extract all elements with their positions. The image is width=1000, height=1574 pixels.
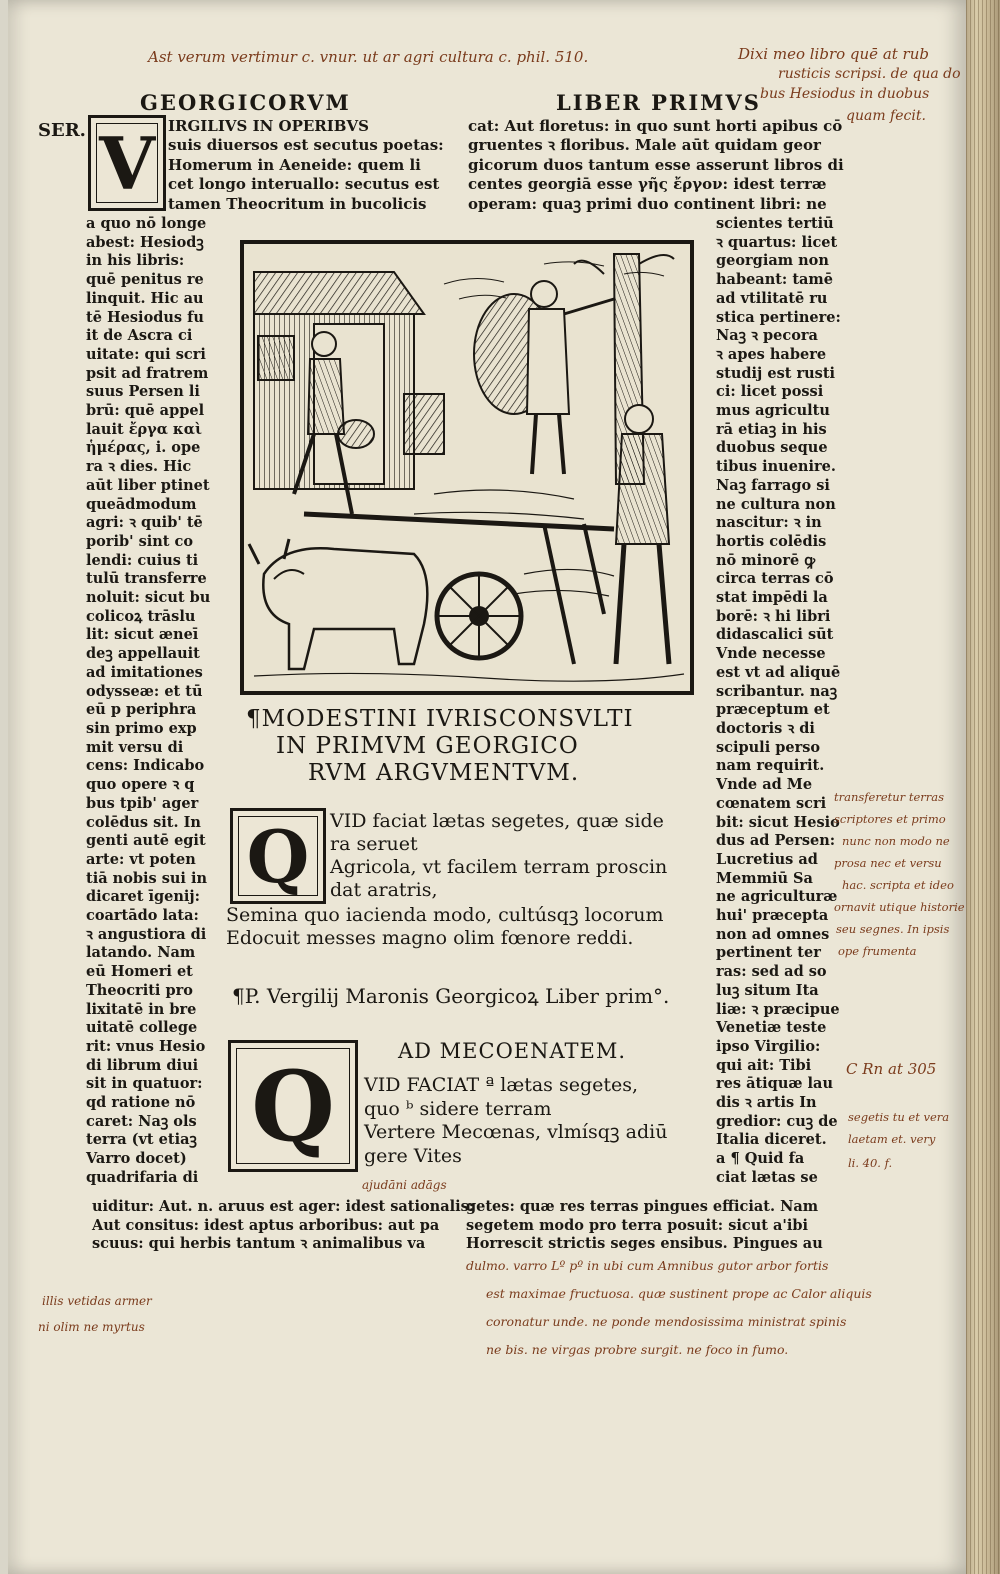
verse-line: ra seruet <box>330 833 418 855</box>
intro-right-block <box>468 117 844 214</box>
decorated-initial-v <box>88 115 166 211</box>
left-line: caret: Naꝫ ols <box>86 1112 197 1130</box>
right-line: bit: sicut Hesio <box>716 813 840 831</box>
right-line: Vnde necesse <box>716 645 826 663</box>
left-line: di librum diui <box>86 1056 199 1074</box>
right-line: ci: licet possi <box>716 383 824 401</box>
right-line: non ad omnes <box>716 925 830 943</box>
argument-verse-bottom <box>226 904 664 950</box>
right-commentary-column <box>716 215 841 1188</box>
left-line: ra ꝛ dies. Hic <box>86 458 192 476</box>
annotation-top-right-2: rusticis scripsi. de qua do <box>778 66 961 82</box>
intro-line: IRGILIVS IN OPERIBVS <box>168 117 369 135</box>
left-line: ad imitationes <box>86 663 203 681</box>
woodcut-illustration <box>240 240 694 695</box>
decorated-initial-q-argument <box>230 808 326 904</box>
right-line: præceptum et <box>716 701 830 719</box>
right-line: stat impēdi la <box>716 589 828 607</box>
left-line: tē Hesiodus fu <box>86 308 204 326</box>
bottom-line: Aut consitus: idest aptus arboribus: aut pa <box>92 1216 440 1234</box>
annotation-margin-9: segetis tu et vera <box>848 1110 950 1124</box>
right-line: ne cultura non <box>716 495 836 513</box>
left-line: uitate: qui scri <box>86 345 206 363</box>
left-line: colēdus sit. In <box>86 813 201 831</box>
annotation-crn-ref: C Rn at 305 <box>846 1060 937 1078</box>
verse-line: Agricola, vt facilem terram proscin <box>330 856 668 878</box>
right-line: studij est rusti <box>716 364 836 382</box>
right-line: Vnde ad Me <box>716 776 813 794</box>
right-line: rā etiaꝫ in his <box>716 420 827 438</box>
argument-title-2: IN PRIMVM GEORGICO <box>276 733 579 759</box>
margin-label: SER. <box>38 120 86 141</box>
intro-line: cet longo interuallo: secutus est <box>168 175 440 194</box>
left-line: deꝫ appellauit <box>86 645 200 663</box>
left-line: eū p periphra <box>86 701 197 719</box>
poem-line: gere Vites <box>364 1144 462 1167</box>
right-line: nam requirit. <box>716 757 825 775</box>
left-line: in his libris: <box>86 252 185 270</box>
poem-line: Vertere Mecœnas, vlmísqꝫ adiū <box>364 1121 668 1143</box>
left-line: bus tpib' ager <box>86 794 199 812</box>
left-line: genti autē egit <box>86 832 206 850</box>
page-fore-edge <box>966 0 1000 1574</box>
right-line: Memmiū Sa <box>716 869 813 887</box>
left-line: brū: quē appel <box>86 402 205 420</box>
right-line: pertinent ter <box>716 944 821 962</box>
left-line: quē penitus re <box>86 271 204 289</box>
left-line: it de Ascra ci <box>86 327 193 345</box>
left-line: mit versu di <box>86 738 184 756</box>
right-line: est vt ad aliquē <box>716 663 841 681</box>
left-line: suus Persen li <box>86 383 200 401</box>
right-line: ad vtilitatē ru <box>716 289 828 307</box>
verse-line: Edocuit messes magno olim fœnore reddi. <box>226 927 634 949</box>
right-line: luꝫ situm Ita <box>716 981 819 999</box>
left-line: a quo nō longe <box>86 215 207 232</box>
initial-letter: V <box>99 120 155 206</box>
left-line: tulū transferre <box>86 570 207 588</box>
left-line: quadrifaria di <box>86 1168 199 1186</box>
left-line: cens: Indicabo <box>86 757 205 775</box>
annotation-margin-3: nunc non modo ne <box>842 834 950 848</box>
left-line: lendi: cuius ti <box>86 551 199 569</box>
annotation-bottom-4: ne bis. ne virgas probre surgit. ne foco in fumo. <box>486 1342 789 1357</box>
left-line: odysseæ: et tū <box>86 682 203 700</box>
left-line: queādmodum <box>86 495 197 513</box>
annotation-margin-7: seu segnes. In ipsis <box>836 922 950 936</box>
bottom-line: Horrescit strictis seges ensibus. Pingues au <box>466 1235 823 1252</box>
left-line: dicaret īgenij: <box>86 888 201 906</box>
verse-line: VID faciat lætas segetes, quæ side <box>330 810 664 832</box>
bottom-line: segetem modo pro terra posuit: sicut a'ibi <box>466 1216 808 1234</box>
intro-right-line: operam: quaꝫ primi duo continent libri: ne <box>468 194 827 213</box>
left-line: sin primo exp <box>86 719 197 737</box>
left-line: lauit ἔργα καὶ <box>86 420 202 438</box>
intro-right-line: cat: Aut floretus: in quo sunt horti apibus cō <box>468 117 843 135</box>
left-line: uitatē college <box>86 1019 198 1037</box>
verse-line: Semina quo iacienda modo, cultúsqꝫ locorum <box>226 904 664 926</box>
bottom-line: getes: quæ res terras pingues efficiat. Nam <box>466 1198 819 1215</box>
poem-line: VID FACIAT ª lætas segetes, <box>364 1074 639 1096</box>
left-line: lixitatē in bre <box>86 1000 197 1018</box>
left-line: terra (vt etiaꝫ <box>86 1131 197 1149</box>
annotation-margin-5: hac. scripta et ideo <box>842 878 954 892</box>
left-line: eū Homeri et <box>86 963 193 981</box>
annotation-under-poem: ajudāni adāgs <box>362 1178 447 1192</box>
annotation-top-line: Ast verum vertimur c. vnur. ut ar agri cultura c. phil. 510. <box>148 48 589 66</box>
bottom-line: uiditur: Aut. n. aruus est ager: idest sationalis: <box>92 1198 475 1215</box>
argument-verse-top <box>330 810 667 902</box>
annotation-margin-2: scriptores et primo <box>834 812 946 826</box>
left-line: coartādo lata: <box>86 907 199 925</box>
running-head-right: LIBER PRIMVS <box>556 90 761 115</box>
intro-line: suis diuersos est secutus poetas: <box>168 136 444 155</box>
argument-title-1: ¶MODESTINI IVRISCONSVLTI <box>246 706 634 732</box>
left-line: qd ratione nō <box>86 1094 196 1112</box>
annotation-top-right-4: quam fecit. <box>846 108 926 124</box>
bottom-left-text <box>92 1198 474 1254</box>
poem-line: quo ᵇ sidere terram <box>364 1097 552 1120</box>
annotation-margin-10: laetam et. very <box>848 1132 936 1146</box>
annotation-bottom-3: coronatur unde. ne ponde mendosissima ministrat spinis <box>486 1314 847 1329</box>
right-line: stica pertinere: <box>716 308 841 326</box>
intro-right-line: gicorum duos tantum esse asserunt libros di <box>468 155 844 174</box>
left-line: porib' sint co <box>86 532 194 550</box>
left-line: lit: sicut æneī <box>86 626 199 644</box>
left-line: ἡμέρας, i. ope <box>86 439 201 457</box>
right-line: Naꝫ farrago si <box>716 476 830 494</box>
right-line: dus ad Persen: <box>716 832 836 850</box>
right-line: scientes tertiū <box>716 215 834 232</box>
right-line: ne agriculturæ <box>716 888 838 906</box>
right-line: nascitur: ꝛ in <box>716 514 822 532</box>
dedication: AD MECOENATEM. <box>398 1039 627 1063</box>
left-line: noluit: sicut bu <box>86 589 211 607</box>
left-line: abest: Hesiodꝫ <box>86 233 204 251</box>
right-line: ipso Virgilio: <box>716 1037 821 1055</box>
right-line: habeant: tamē <box>716 271 833 289</box>
right-line: didascalici sūt <box>716 626 834 644</box>
intro-line: Homerum in Aeneide: quem li <box>168 155 421 174</box>
annotation-margin-6: ornavit utique historie <box>834 900 965 914</box>
left-line: aūt liber ptinet <box>86 476 210 494</box>
right-line: a ¶ Quid fa <box>716 1150 805 1168</box>
annotation-bottom-left-1: illis vetidas armer <box>42 1294 152 1308</box>
left-line: rit: vnus Hesio <box>86 1037 206 1055</box>
annotation-bottom-1: dulmo. varro Lº pº in ubi cum Amnibus gutor arbor fortis <box>466 1258 829 1273</box>
bottom-right-text <box>466 1198 823 1254</box>
right-line: scribantur. naꝫ <box>716 682 838 700</box>
right-line: cœnatem scri <box>716 794 827 812</box>
right-line: mus agricultu <box>716 402 830 420</box>
right-line: Lucretius ad <box>716 850 818 868</box>
bottom-line: scuus: qui herbis tantum ꝛ animalibus va <box>92 1235 426 1252</box>
argument-title-3: RVM ARGVMENTVM. <box>308 760 580 786</box>
right-line: nō minorē ꝙ <box>716 551 816 569</box>
left-line: quo opere ꝛ q <box>86 776 195 794</box>
right-line: liæ: ꝛ præcipue <box>716 1000 840 1018</box>
intro-block <box>168 117 444 214</box>
left-line: psit ad fratrem <box>86 364 209 382</box>
intro-line: tamen Theocritum in bucolicis <box>168 194 427 213</box>
annotation-bottom-left-2: ni olim ne myrtus <box>38 1320 145 1334</box>
right-line: dis ꝛ artis In <box>716 1094 817 1112</box>
initial-letter: Q <box>251 1049 335 1163</box>
intro-right-line: gruentes ꝛ floribus. Male aūt quidam geor <box>468 136 821 155</box>
book-page <box>8 0 968 1574</box>
liber-title: ¶P. Vergilij Maronis Georgicoꝝ Liber prim°. <box>232 984 670 1008</box>
left-line: arte: vt poten <box>86 850 196 868</box>
right-line: ꝛ quartus: licet <box>716 233 838 251</box>
right-line: ciat lætas se <box>716 1168 818 1186</box>
right-line: ꝛ apes habere <box>716 345 827 363</box>
decorated-initial-q-poem <box>228 1040 358 1172</box>
right-line: qui ait: Tibi <box>716 1056 812 1074</box>
right-line: georgiam non <box>716 252 829 270</box>
right-line: Naꝫ ꝛ pecora <box>716 327 818 345</box>
left-line: sit in quatuor: <box>86 1075 203 1093</box>
right-line: gredior: cuꝫ de <box>716 1112 838 1130</box>
right-line: tibus inuenire. <box>716 458 836 476</box>
annotation-top-right-1: Dixi meo libro quē at rub <box>738 45 929 63</box>
annotation-margin-8: ope frumenta <box>838 944 917 958</box>
poem-opening <box>364 1074 667 1168</box>
right-line: res ātiquæ lau <box>716 1075 833 1093</box>
initial-letter: Q <box>246 813 310 899</box>
annotation-margin-4: prosa nec et versu <box>834 856 942 870</box>
left-commentary-column <box>86 215 210 1188</box>
right-line: doctoris ꝛ di <box>716 719 815 737</box>
right-line: circa terras cō <box>716 570 834 588</box>
right-line: borē: ꝛ hi libri <box>716 607 831 625</box>
annotation-top-right-3: bus Hesiodus in duobus <box>760 86 930 102</box>
left-line: ꝛ angustiora di <box>86 925 207 943</box>
annotation-bottom-2: est maximae fructuosa. quæ sustinent prope ac Calor aliquis <box>486 1286 872 1301</box>
woodcut-farm-scene <box>244 244 690 691</box>
annotation-margin-1: transferetur terras <box>834 790 945 804</box>
left-line: Varro docet) <box>86 1150 187 1168</box>
right-line: hui' præcepta <box>716 907 829 925</box>
left-line: linquit. Hic au <box>86 289 204 307</box>
right-line: hortis colēdis <box>716 532 827 550</box>
left-line: colicoꝝ trāslu <box>86 607 196 625</box>
left-line: latando. Nam <box>86 944 196 962</box>
annotation-margin-11: li. 40. f. <box>848 1156 893 1170</box>
intro-right-line: centes georgiā esse γῆς ἔργον: idest terræ <box>468 175 827 194</box>
right-line: ras: sed ad so <box>716 963 827 981</box>
left-line: agri: ꝛ quib' tē <box>86 514 203 532</box>
left-line: Theocriti pro <box>86 981 193 999</box>
running-head-left: GEORGICORVM <box>140 90 351 115</box>
right-line: Italia diceret. <box>716 1131 827 1149</box>
verse-line: dat aratris, <box>330 879 438 901</box>
left-line: tiā nobis sui in <box>86 869 208 887</box>
right-line: duobus seque <box>716 439 828 457</box>
right-line: Venetiæ teste <box>716 1019 827 1037</box>
right-line: scipuli perso <box>716 738 821 756</box>
